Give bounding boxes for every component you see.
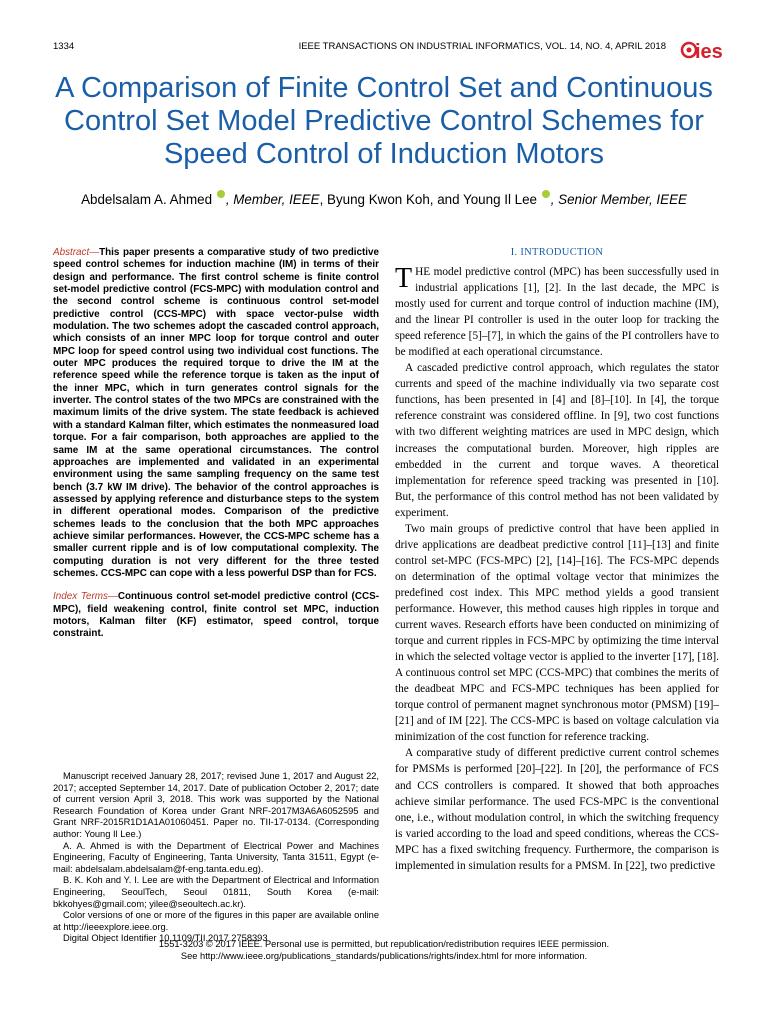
author-1-role: , Member, IEEE — [225, 192, 320, 207]
index-terms — [53, 591, 379, 640]
body-paragraph-text: HE model predictive control (MPC) has been successfully used in industrial applications [1], [2]. In the last decade, the MPC is mostly used for current and torque control of induction machine (IM), and the linear PI controller is used in the outer loop for tracking the speed reference [5]–[7], in which the gains of the PI controllers have to be modified at each operational circumstance. — [395, 266, 719, 359]
index-terms-label: Index Terms— — [53, 591, 118, 603]
author-list — [20, 190, 748, 207]
copyright-line: 1551-3203 © 2017 IEEE. Personal use is permitted, but republication/redistribution requires IEEE permission. — [158, 939, 610, 949]
ies-logo-icon — [680, 36, 724, 64]
footnote-author-2-3: B. K. Koh and Y. I. Lee are with the Department of Electrical and Information Engineering, SeoulTech, Seoul 01811, South Korea (e-mail: bkkohyes@gmail.com; yilee@seoultech.ac.kr). — [53, 875, 379, 909]
author-1: Abdelsalam A. Ahmed — [81, 192, 213, 207]
left-column — [53, 247, 379, 641]
footnote-manuscript: Manuscript received January 28, 2017; revised June 1, 2017 and August 22, 2017; accepted September 14, 2017. Date of publication October 2, 2017; date of current version April 3, 2018. This work was supported by the National Research Foundation of Korea under Grant NRF-2017M3A6A6052595 and Grant NRF-2015R1D1A1A01060451. Paper no. TII-17-0134. (Corresponding author: Young Il Lee.) — [53, 771, 379, 839]
journal-header: IEEE TRANSACTIONS ON INDUSTRIAL INFORMATICS, VOL. 14, NO. 4, APRIL 2018 — [298, 41, 666, 52]
footnote-color: Color versions of one or more of the figures in this paper are available online at http://ieeexplore.ieee.org. — [53, 910, 379, 932]
orcid-icon[interactable] — [542, 190, 550, 198]
right-column — [395, 247, 719, 874]
logo-text: ies — [695, 41, 723, 63]
footnote-author-1: A. A. Ahmed is with the Department of Electrical Power and Machines Engineering, Faculty of Engineering, Tanta University, Tanta 31511, Egypt (e-mail: abdelsalam.abdelsalam@f-eng.tanta.edu.eg). — [53, 840, 379, 874]
body-paragraph: A cascaded predictive control approach, which regulates the stator currents and speed of the machine individually via two separate cost functions, has been presented in [4] and [8]–[10]. In [4], the torque reference constraint was considered offline. In [9], two cost functions with two different weighting matrices are used in MPC design, which increases the computational burden. Moreover, high ripples are embedded in the current and torque waves. A theoretical implementation for reference speed tracking was presented in [10]. But, the performance of this control method has not been validated by experiment. — [395, 362, 719, 519]
drop-cap: T — [395, 263, 413, 294]
section-heading: I. INTRODUCTION — [510, 247, 604, 258]
permissions-link[interactable]: See http://www.ieee.org/publications_standards/publications/rights/index.html for more information. — [180, 951, 588, 961]
abstract — [53, 247, 379, 580]
author-2-3: , Byung Kwon Koh, and Young Il Lee — [319, 192, 537, 207]
footnote-doi: Digital Object Identifier 10.1109/TII.2017.2758393 — [63, 933, 268, 944]
page-number: 1334 — [53, 41, 75, 52]
abstract-label: Abstract— — [53, 247, 100, 258]
body-paragraph — [395, 264, 719, 360]
body-paragraph: Two main groups of predictive control that have been applied in drive applications are deadbeat predictive control [11]–[13] and finite control set-MPC (FCS-MPC) [2], [14]–[16]. The FCS-MPC depends on determination of the optimal voltage vector that minimizes the predefined cost index. This MPC method yields a good transient performance. However, this method causes high ripples in torque and current waves. Research efforts have been conducted on minimizing of torque and current ripples in FCS-MPC by optimizing the time interval in which the selected voltage vector is applied to the inverter [17], [18]. A continuous control set MPC (CCS-MPC) that combines the merits of the deadbeat MPC and FCS-MPC techniques has been applied for torque control of permanent magnet synchronous motor (PMSM) [19]–[21] and of IM [22]. The CCS-MPC is based on voltage calculation via minimization of the cost function for reference tracking. — [395, 522, 719, 744]
abstract-text: This paper presents a comparative study of two predictive speed control schemes for induction machine (IM) in terms of their design and performance. The first control scheme is finite control set-model predictive control (FCS-MPC) with modulation control and the second control scheme is continuous control set-model predictive control (CCS-MPC) with space vector-pulse width modulation. The two schemes adopt the cascaded control approach, which consists of an inner MPC loop for torque control and outer MPC loop for speed control using two individual cost functions. The outer MPC produces the required torque to drive the IM at the reference speed while the reference torque is taken as the input of the inner MPC, which in turn generates control signals for the inverter. The control states of the two MPCs are constrained with the maximum limits of the drive system. The state feedback is achieved with a standard Kalman filter, which estimates the nonmeasured load torque. For a fair comparison, both approaches are applied to the same IM at the same operational circumstances. The control approaches are implemented and validated in an experimental environment using the same sampling frequency on the same test bench (3.7 kW IM drive). The behavior of the control approaches is assessed by applying reference and disturbance steps to the system in different operational modes. Comparison of the predictive schemes leads to the conclusion that the both MPC approaches achieve similar performances. However, the CCS-MPC scheme has a smaller current ripple and is of low computational complexity. The computing duration is not very different for the three tested schemes. CCS-MPC can cope with a less powerful DSP than for FCS. — [53, 247, 379, 579]
copyright-footer — [0, 938, 768, 962]
author-3-role: , Senior Member, IEEE — [550, 192, 687, 207]
orcid-icon[interactable] — [217, 190, 225, 198]
paper-title: A Comparison of Finite Control Set and Continuous Control Set Model Predictive Control Schemes for Speed Control of Induction Motors — [55, 72, 713, 170]
index-terms-text: Continuous control set-model predictive control (CCS-MPC), field weakening control, finite control set MPC, induction motors, Kalman filter (KF) estimator, speed control, torque constraint. — [53, 591, 379, 640]
footnotes — [53, 771, 379, 945]
body-paragraph: A comparative study of different predictive current control schemes for PMSMs is performed [20]–[22]. In [20], the performance of FCS and CCS controllers is compared. It showed that both approaches achieve similar performance. The used FCS-MPC is the conventional one, i.e., without modulation control, in which the switching frequency is varied according to the load and speed conditions, whereas the CCS-MPC has a fixed switching frequency. Furthermore, the comparison is implemented in simulation results for a PMSM. In [22], two predictive — [395, 747, 719, 872]
